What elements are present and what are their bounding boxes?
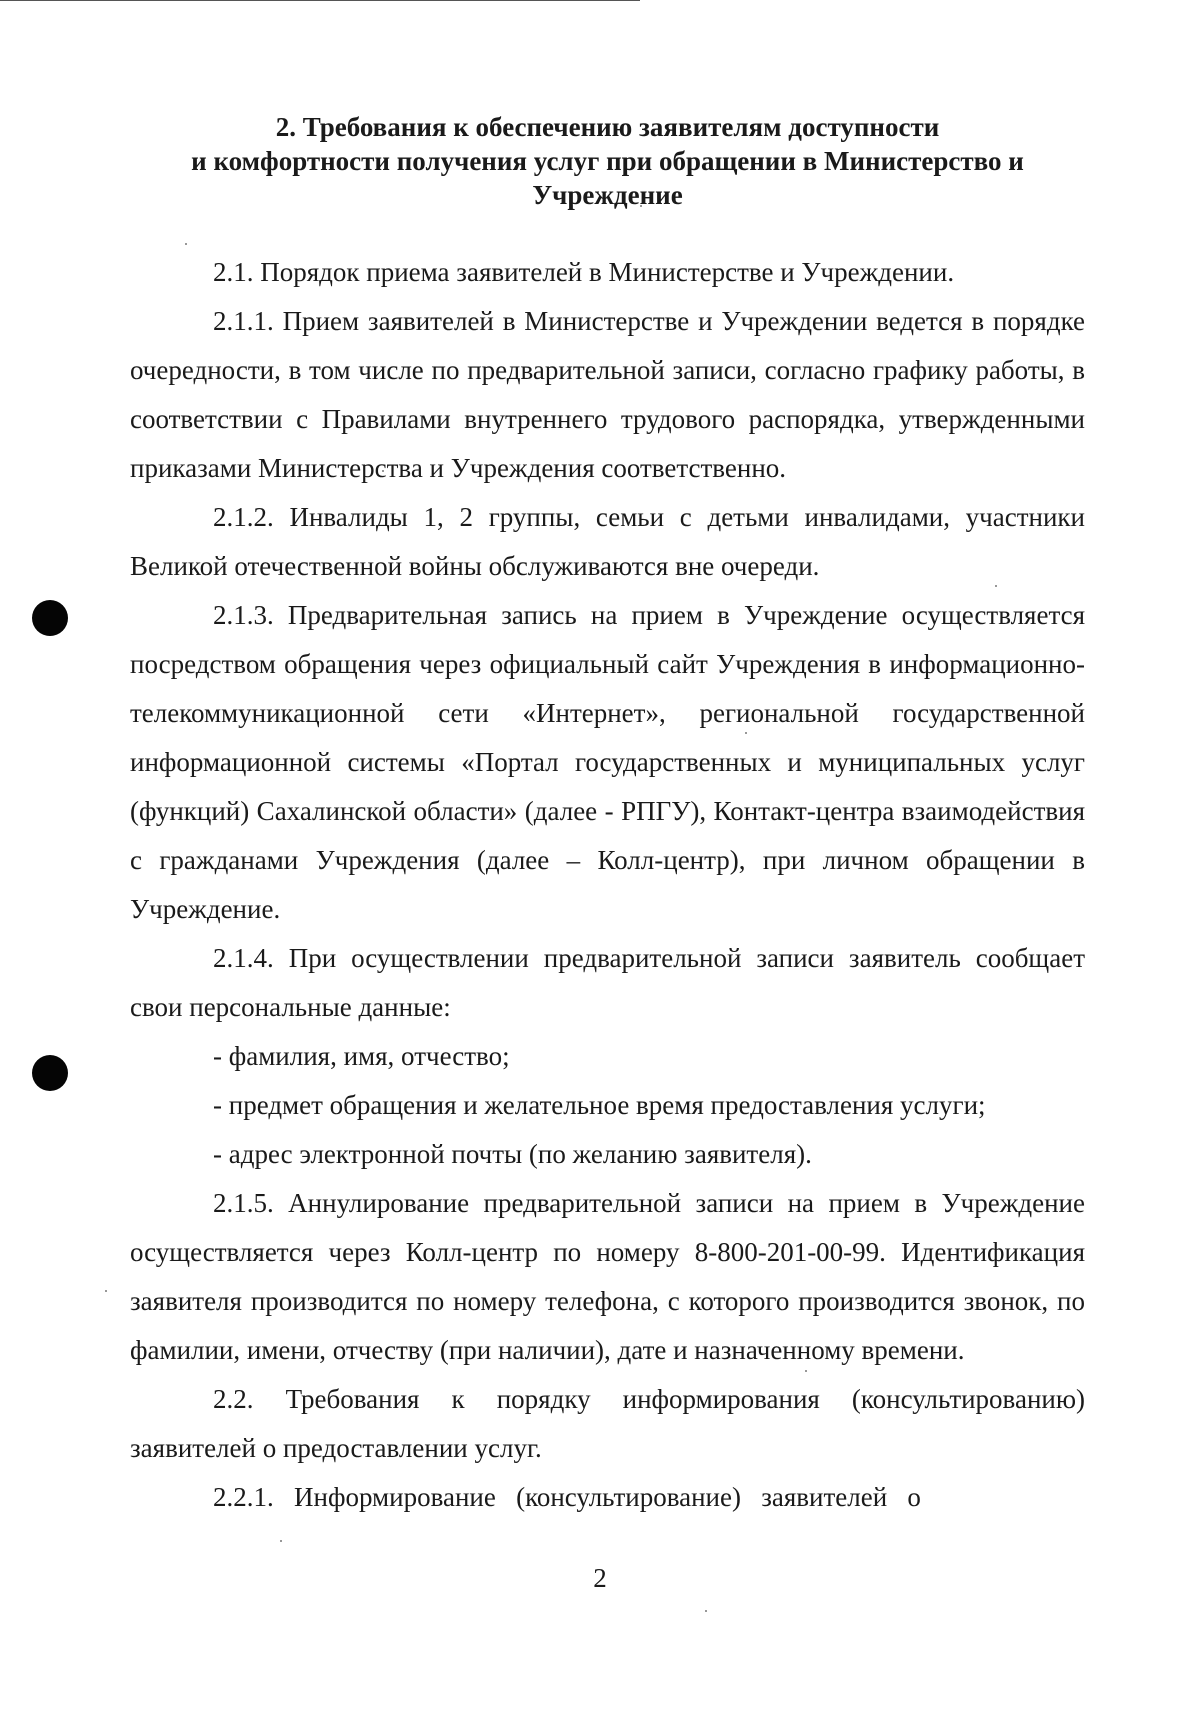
page-number: 2 (593, 1563, 607, 1593)
page-content (130, 110, 1085, 1522)
scan-speck (280, 1540, 282, 1542)
paragraph-2-1-2: 2.1.2. Инвалиды 1, 2 группы, семьи с детьми инвалидами, участники Великой отечественной войны обслуживаются вне очереди. (130, 502, 1085, 581)
list-item-email: - адрес электронной почты (по желанию заявителя). (213, 1139, 812, 1169)
section-heading-line-2: и комфортности получения услуг при обращении в Министерство и (191, 146, 1024, 176)
paragraph-2-1-5: 2.1.5. Аннулирование предварительной записи на прием в Учреждение осуществляется через Колл-центр по номеру 8-800-201-00-99. Идентификация заявителя производится по номеру телефона, с которого производится звонок, по фамилии, имени, отчеству (при наличии), дате и назначенному времени. (130, 1188, 1085, 1365)
list-item-subject: - предмет обращения и желательное время предоставления услуги; (213, 1090, 986, 1120)
scan-speck (105, 1290, 107, 1292)
section-heading (130, 110, 1085, 212)
section-heading-line-3: Учреждение (532, 180, 683, 210)
paragraph-2-1-3: 2.1.3. Предварительная запись на прием в Учреждение осуществляется посредством обращения через официальный сайт Учреждения в информационно-телекоммуникационной сети «Интернет», региональной государственной информационной системы «Портал государственных и муниципальных услуг (функций) Сахалинской области» (далее - РПГУ), Контакт-центра взаимодействия с гражданами Учреждения (далее – Колл-центр), при личном обращении в Учреждение. (130, 600, 1085, 924)
scan-speck (705, 1610, 707, 1612)
list-item-name: - фамилия, имя, отчество; (213, 1041, 510, 1071)
paragraph-2-2-1: 2.2.1. Информирование (консультирование) заявителей о (213, 1482, 921, 1512)
paragraph-2-1: 2.1. Порядок приема заявителей в Министерстве и Учреждении. (213, 257, 955, 287)
top-edge-rule (0, 0, 640, 1)
paragraph-2-1-4: 2.1.4. При осуществлении предварительной записи заявитель сообщает свои персональные данные: (130, 943, 1085, 1022)
paragraph-2-2: 2.2. Требования к порядку информирования (консультированию) заявителей о предоставлении услуг. (130, 1384, 1085, 1463)
punch-hole-upper (32, 600, 68, 636)
paragraph-2-1-1: 2.1.1. Прием заявителей в Министерстве и Учреждении ведется в порядке очередности, в том числе по предварительной записи, согласно графику работы, в соответствии с Правилами внутреннего трудового распорядка, утвержденными приказами Министерства и Учреждения соответственно. (130, 306, 1085, 483)
section-heading-line-1: 2. Требования к обеспечению заявителям доступности (275, 112, 940, 142)
punch-hole-lower (32, 1055, 68, 1091)
